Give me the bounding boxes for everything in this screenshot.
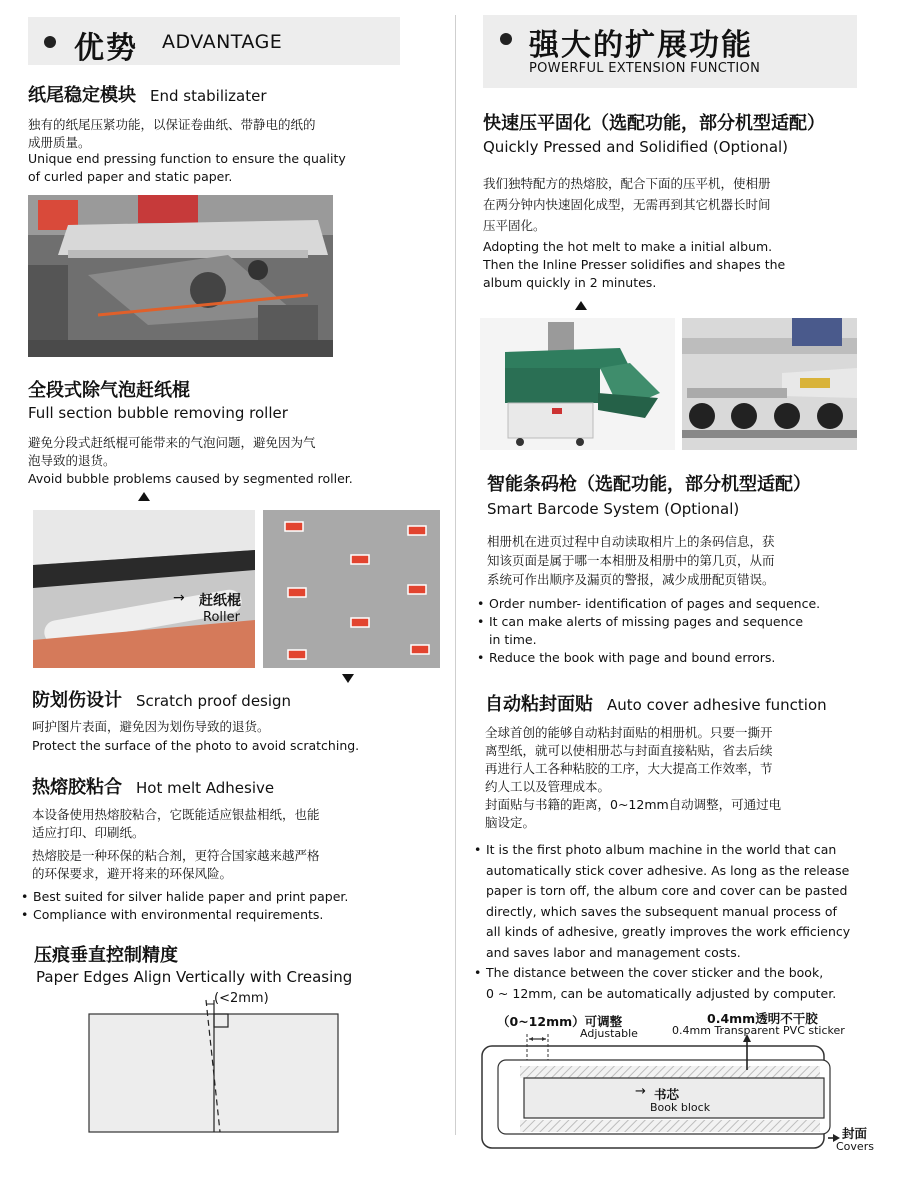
barcode-bullet-1: • Order number- identification of pages and sequence.: [489, 595, 820, 613]
adjustable-label-cn: （0~12mm）可调整: [497, 1014, 623, 1029]
crease-title: 压痕垂直控制精度: [34, 945, 178, 966]
title-cn: 全段式除气泡赶纸棍: [28, 380, 190, 401]
text-line: all kinds of adhesive, greatly improves the work efficiency: [486, 924, 851, 939]
roller-surface-photo: [263, 510, 440, 668]
crease-tolerance: (<2mm): [214, 991, 269, 1006]
barcode-bullet-2: • It can make alerts of missing pages and sequence: [489, 613, 803, 631]
up-arrow-icon: [575, 301, 587, 310]
hot-melt-bullet-1: • Best suited for silver halide paper and print paper.: [33, 888, 348, 906]
barcode-cn: [487, 532, 775, 589]
text-line: and saves labor and management costs.: [486, 944, 741, 960]
roller-title-en: Full section bubble removing roller: [28, 404, 288, 422]
extension-title-cn: 强大的扩展功能: [529, 28, 753, 63]
text-line: 系统可作出顺序及漏页的警报，减少成册配页错误。: [487, 572, 775, 587]
text-line: 成册质量。: [28, 135, 91, 150]
text-line: 的环保要求，避开将来的环保风险。: [32, 866, 233, 881]
text-line: 压平固化。: [483, 218, 546, 233]
crease-title-en: Paper Edges Align Vertically with Creasing: [36, 968, 353, 986]
extension-banner: [483, 15, 857, 88]
advantage-title-en: ADVANTAGE: [162, 31, 283, 53]
column-divider: [455, 15, 456, 1135]
up-arrow-icon: [138, 492, 150, 501]
text-line: 知该页面是属于哪一本相册及相册中的第几页，从而: [487, 553, 775, 568]
bullet-dot-icon: •: [474, 965, 482, 980]
hot-melt-title: [32, 773, 274, 799]
text-line: It is the first photo album machine in the world that can: [486, 842, 837, 857]
roller-en: Avoid bubble problems caused by segmented roller.: [28, 471, 353, 486]
text-line: 脑设定。: [485, 815, 536, 830]
covers-label-en: Covers: [836, 1140, 874, 1153]
adjustable-label-en: Adjustable: [580, 1027, 638, 1040]
roller-title: [28, 376, 190, 402]
down-arrow-icon: [342, 674, 354, 683]
text-line: 热熔胶是一种环保的粘合剂，更符合国家越来越严格: [32, 848, 320, 863]
advantage-title-cn: 优势: [74, 31, 138, 66]
covers-label-cn: 封面: [842, 1126, 868, 1141]
roller-photo-art: [33, 510, 255, 668]
title-cn: 防划伤设计: [32, 690, 122, 711]
pressed-title: 快速压平固化（选配功能，部分机型适配）: [483, 113, 825, 134]
cover-adhesive-bullet-1: [474, 840, 851, 963]
arrow-right-icon: →: [635, 1084, 646, 1099]
title-en: Auto cover adhesive function: [607, 696, 827, 714]
hot-melt-cn: [32, 806, 320, 883]
text-line: 0 ~ 12mm, can be automatically adjusted by computer.: [486, 985, 837, 1001]
title-en: Scratch proof design: [136, 692, 292, 710]
text-line: 相册机在进页过程中自动读取相片上的条码信息，获: [487, 534, 775, 549]
bullet-dot-icon: [500, 33, 512, 45]
text-line: 独有的纸尾压紧功能，以保证卷曲纸、带静电的纸的: [28, 117, 316, 132]
hot-melt-bullet-2: • Compliance with environmental requirements.: [33, 906, 323, 924]
end-stabilizer-title: [28, 81, 267, 107]
cover-adhesive-bullet-2: [474, 963, 837, 1004]
text-line: Adopting the hot melt to make a initial album.: [483, 239, 773, 254]
cover-adhesive-title: [485, 690, 827, 716]
barcode-bullet-2-cont: in time.: [489, 632, 537, 647]
book-block-label-cn: 书芯: [654, 1087, 680, 1102]
bullet-dot-icon: •: [474, 842, 482, 857]
end-stabilizer-photo: [28, 195, 333, 357]
text-line: directly, which saves the subsequent manual process of: [486, 903, 837, 919]
text-line: 离型纸，就可以使相册芯与封面直接粘贴，省去后续: [485, 743, 773, 758]
barcode-title-en: Smart Barcode System (Optional): [487, 500, 740, 518]
text-line: paper is torn off, the album core and cover can be pasted: [486, 883, 848, 898]
text-line: of curled paper and static paper.: [28, 169, 233, 184]
roller-photo: [33, 510, 255, 668]
pressed-title-en: Quickly Pressed and Solidified (Optional): [483, 138, 789, 156]
text-line: Then the Inline Presser solidifies and shapes the: [483, 257, 786, 272]
book-block-label-en: Book block: [650, 1101, 711, 1114]
text-line: 本设备使用热熔胶粘合，它既能适应银盐相纸，也能: [32, 807, 320, 822]
barcode-machine-photo: [682, 318, 857, 450]
advantage-banner: [28, 17, 400, 65]
title-cn: 自动粘封面贴: [485, 694, 593, 715]
bullet-dot-icon: [44, 36, 56, 48]
title-en: End stabilizater: [150, 87, 267, 105]
barcode-title: 智能条码枪（选配功能，部分机型适配）: [487, 474, 811, 495]
cover-adhesive-cn: [485, 724, 781, 832]
text-line: 泡导致的退货。: [28, 453, 116, 468]
text-line: 约人工以及管理成本。: [485, 779, 611, 794]
scratch-proof-en: Protect the surface of the photo to avoid scratching.: [32, 738, 360, 753]
scratch-proof-title: [32, 686, 291, 712]
title-en: Hot melt Adhesive: [136, 779, 275, 797]
barcode-bullet-3: • Reduce the book with page and bound errors.: [489, 649, 775, 667]
text-line: 避免分段式赶纸棍可能带来的气泡问题，避免因为气: [28, 435, 316, 450]
text-line: 在两分钟内快速固化成型，无需再到其它机器长时间: [483, 197, 771, 212]
roller-label-en: Roller: [203, 610, 240, 625]
end-stabilizer-cn: [28, 116, 316, 152]
extension-title-en: POWERFUL EXTENSION FUNCTION: [529, 61, 761, 76]
title-cn: 纸尾稳定模块: [28, 85, 136, 106]
text-line: 封面贴与书籍的距离，0~12mm自动调整，可通过电: [485, 797, 782, 812]
pvc-label-cn: 0.4mm透明不干胶: [707, 1011, 818, 1026]
pvc-label-en: 0.4mm Transparent PVC sticker: [672, 1024, 845, 1037]
title-cn: 热熔胶粘合: [32, 777, 122, 798]
text-line: Unique end pressing function to ensure the quality: [28, 151, 346, 166]
text-line: 再进行人工各种粘胶的工序，大大提高工作效率，节: [485, 761, 773, 776]
crease-diagram: [88, 990, 340, 1135]
roller-cn: [28, 434, 316, 470]
end-stabilizer-en: [28, 150, 346, 186]
text-line: 我们独特配方的热熔胶，配合下面的压平机，使相册: [483, 176, 771, 191]
text-line: 全球首创的能够自动粘封面贴的相册机。只要一撕开: [485, 725, 773, 740]
text-line: The distance between the cover sticker and the book,: [486, 965, 824, 980]
text-line: 适应打印、印刷纸。: [32, 825, 145, 840]
text-line: album quickly in 2 minutes.: [483, 275, 657, 290]
roller-label-cn: 赶纸棍: [199, 593, 241, 609]
pressed-cn: [483, 173, 771, 236]
pressed-en: [483, 238, 785, 292]
scratch-proof-cn: 呵护图片表面，避免因为划伤导致的退货。: [32, 719, 270, 734]
arrow-right-icon: →: [173, 590, 185, 606]
text-line: automatically stick cover adhesive. As long as the release: [486, 862, 850, 878]
presser-machine-photo: [480, 318, 675, 450]
